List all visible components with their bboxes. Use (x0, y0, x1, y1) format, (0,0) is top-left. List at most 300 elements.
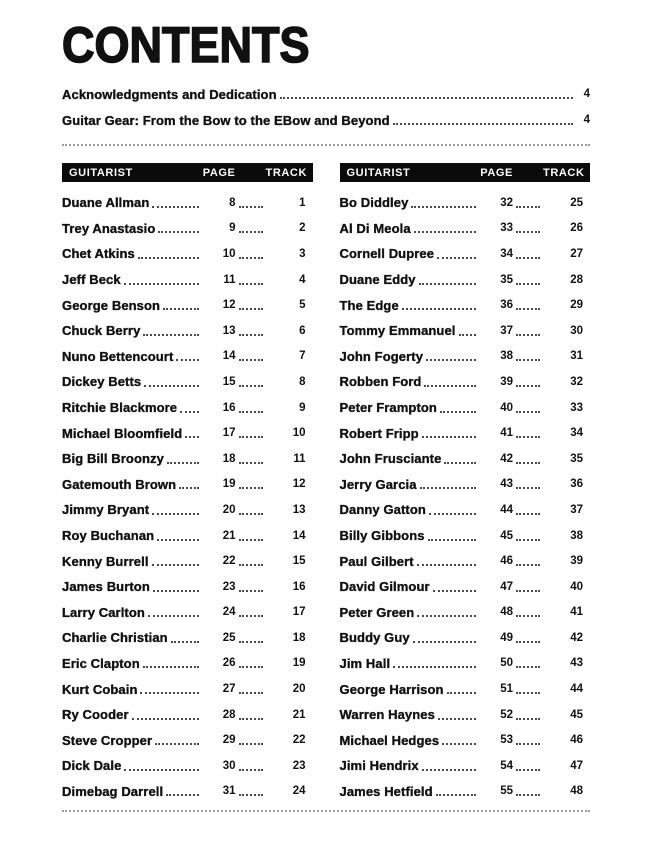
leader-dots (413, 641, 476, 643)
guitarist-name: Al Di Meola (339, 220, 411, 236)
front-matter-label: Acknowledgments and Dedication (62, 86, 277, 102)
toc-row (62, 344, 306, 370)
track-number: 17 (292, 606, 306, 619)
guitarist-name: Dickey Betts (62, 374, 142, 390)
page-number: 36 (500, 299, 513, 312)
guitarist-name: John Fogerty (339, 348, 424, 364)
track-number: 32 (570, 375, 583, 388)
leader-dots (411, 206, 476, 208)
header-page: PAGE (202, 166, 236, 179)
leader-dots (239, 743, 263, 745)
leader-dots (152, 513, 198, 515)
guitarist-name: Danny Gatton (339, 502, 426, 518)
page-number: 10 (222, 247, 236, 260)
toc-row (340, 472, 584, 498)
leader-dots (459, 334, 476, 336)
leader-dots (516, 615, 540, 617)
leader-dots (516, 769, 540, 771)
toc-row (340, 267, 584, 293)
front-matter-row (62, 107, 590, 133)
track-number: 30 (570, 324, 583, 337)
page-number: 32 (500, 196, 513, 209)
front-matter-row (62, 81, 590, 107)
toc-row (340, 676, 584, 702)
guitarist-name: Chuck Berry (62, 323, 141, 339)
leader-dots (393, 123, 573, 125)
leader-dots (414, 231, 476, 233)
guitarist-name: David Gilmour (339, 579, 430, 595)
page-number: 17 (222, 427, 236, 440)
leader-dots (516, 718, 540, 720)
toc-row (62, 292, 306, 318)
leader-dots (239, 769, 263, 771)
page-number: 22 (222, 555, 236, 568)
toc-columns (62, 163, 590, 804)
toc-row (62, 190, 306, 216)
leader-dots (179, 487, 198, 489)
leader-dots (516, 359, 540, 361)
leader-dots (239, 257, 263, 259)
toc-row (62, 420, 306, 446)
toc-row (62, 318, 306, 344)
guitarist-name: The Edge (339, 297, 399, 313)
track-number: 2 (299, 222, 306, 235)
guitarist-name: Michael Hedges (339, 732, 440, 748)
toc-row (62, 369, 306, 395)
page-number: 28 (222, 708, 236, 721)
toc-row (340, 369, 584, 395)
toc-row (340, 497, 584, 523)
guitarist-name: Ritchie Blackmore (62, 400, 178, 416)
guitarist-name: Trey Anastasio (62, 220, 156, 236)
page-number: 18 (222, 452, 236, 465)
track-number: 39 (570, 555, 583, 568)
track-number: 9 (299, 401, 306, 414)
page-number: 44 (500, 503, 513, 516)
leader-dots (447, 692, 476, 694)
toc-row (62, 779, 306, 805)
leader-dots (516, 641, 540, 643)
page-number: 47 (500, 580, 513, 593)
track-number: 37 (570, 503, 583, 516)
track-number: 35 (570, 452, 583, 465)
page-number: 16 (222, 401, 236, 414)
column-header-bar (340, 163, 591, 182)
leader-dots (422, 769, 476, 771)
toc-row (62, 446, 306, 472)
toc-rows-left (62, 190, 313, 804)
toc-row (62, 600, 306, 626)
leader-dots (516, 666, 540, 668)
page-number: 29 (222, 734, 236, 747)
toc-column-right (340, 163, 591, 804)
guitarist-name: George Harrison (339, 681, 444, 697)
guitarist-name: James Hetfield (339, 783, 433, 799)
toc-row (62, 241, 306, 267)
leader-dots (239, 385, 263, 387)
leader-dots (516, 487, 540, 489)
track-number: 8 (299, 375, 306, 388)
page-number: 48 (500, 606, 513, 619)
toc-row (62, 574, 306, 600)
guitarist-name: Michael Bloomfield (62, 425, 183, 441)
leader-dots (239, 718, 263, 720)
guitarist-name: John Frusciante (339, 451, 442, 467)
guitarist-name: Peter Green (339, 604, 415, 620)
leader-dots (440, 411, 476, 413)
guitarist-name: Steve Cropper (62, 732, 153, 748)
leader-dots (239, 564, 263, 566)
guitarist-name: Robert Fripp (339, 425, 419, 441)
leader-dots (239, 615, 263, 617)
toc-row (340, 523, 584, 549)
track-number: 46 (570, 734, 583, 747)
leader-dots (428, 539, 476, 541)
leader-dots (140, 692, 198, 694)
guitarist-name: George Benson (62, 297, 161, 313)
guitarist-name: Duane Allman (62, 195, 150, 211)
guitarist-name: Bo Diddley (339, 195, 409, 211)
leader-dots (516, 743, 540, 745)
page-number: 51 (500, 683, 513, 696)
guitarist-name: Tommy Emmanuel (339, 323, 456, 339)
page-number: 38 (500, 350, 513, 363)
leader-dots (163, 308, 198, 310)
guitarist-name: Gatemouth Brown (62, 476, 177, 492)
page-number: 40 (500, 401, 513, 414)
leader-dots (239, 308, 263, 310)
header-guitarist: GUITARIST (69, 166, 133, 179)
leader-dots (419, 283, 476, 285)
track-number: 24 (292, 785, 306, 798)
leader-dots (437, 257, 476, 259)
page-number: 19 (222, 478, 236, 491)
page-number: 12 (222, 299, 236, 312)
guitarist-name: Peter Frampton (339, 400, 437, 416)
page-number: 20 (222, 503, 236, 516)
column-header-bar (62, 163, 313, 182)
track-number: 31 (570, 350, 583, 363)
guitarist-name: Robben Ford (339, 374, 422, 390)
track-number: 41 (570, 606, 583, 619)
leader-dots (516, 539, 540, 541)
track-number: 45 (570, 708, 583, 721)
track-number: 15 (292, 555, 306, 568)
toc-row (62, 753, 306, 779)
guitarist-name: Ry Cooder (62, 707, 129, 723)
guitarist-name: Jimmy Bryant (62, 502, 150, 518)
leader-dots (239, 462, 263, 464)
leader-dots (138, 257, 199, 259)
toc-row (340, 600, 584, 626)
track-number: 10 (292, 427, 306, 440)
leader-dots (152, 206, 198, 208)
toc-row (340, 779, 584, 805)
leader-dots (417, 564, 476, 566)
toc-row (62, 395, 306, 421)
page-number: 26 (222, 657, 236, 670)
leader-dots (516, 308, 540, 310)
leader-dots (239, 231, 263, 233)
page-number: 21 (222, 529, 236, 542)
guitarist-name: Dimebag Darrell (62, 783, 164, 799)
leader-dots (239, 641, 263, 643)
track-number: 3 (299, 247, 306, 260)
guitarist-name: Chet Atkins (62, 246, 135, 262)
leader-dots (152, 564, 199, 566)
leader-dots (516, 462, 540, 464)
leader-dots (516, 283, 540, 285)
guitarist-name: Duane Eddy (339, 272, 416, 288)
leader-dots (239, 692, 263, 694)
page-number: 4 (583, 114, 590, 126)
leader-dots (426, 359, 476, 361)
header-track: TRACK (543, 166, 585, 179)
page-number: 49 (500, 631, 513, 644)
toc-row (340, 190, 584, 216)
leader-dots (444, 462, 476, 464)
leader-dots (417, 615, 476, 617)
guitarist-name: Roy Buchanan (62, 528, 155, 544)
toc-row (62, 548, 306, 574)
page-number: 34 (500, 247, 513, 260)
track-number: 36 (570, 478, 583, 491)
leader-dots (516, 513, 540, 515)
guitarist-name: Eric Clapton (62, 655, 140, 671)
toc-row (62, 523, 306, 549)
guitarist-name: Jeff Beck (62, 272, 121, 288)
page-number: 8 (229, 196, 236, 209)
leader-dots (239, 590, 263, 592)
page-number: 54 (500, 759, 513, 772)
leader-dots (516, 692, 540, 694)
track-number: 47 (570, 759, 583, 772)
page-number: 24 (222, 606, 236, 619)
toc-row (340, 216, 584, 242)
guitarist-name: Billy Gibbons (339, 528, 425, 544)
leader-dots (153, 590, 199, 592)
page-number: 27 (222, 683, 236, 696)
guitarist-name: Cornell Dupree (339, 246, 435, 262)
leader-dots (185, 436, 198, 438)
toc-rows-right (340, 190, 591, 804)
track-number: 22 (292, 734, 306, 747)
toc-row (340, 625, 584, 651)
leader-dots (176, 359, 198, 361)
leader-dots (143, 334, 198, 336)
toc-column-left (62, 163, 313, 804)
leader-dots (422, 436, 476, 438)
page-number: 46 (500, 555, 513, 568)
toc-row (340, 292, 584, 318)
page-number: 43 (500, 478, 513, 491)
track-number: 21 (292, 708, 306, 721)
page-number: 55 (500, 785, 513, 798)
leader-dots (516, 206, 540, 208)
leader-dots (239, 411, 263, 413)
track-number: 7 (299, 350, 306, 363)
leader-dots (239, 487, 263, 489)
leader-dots (143, 666, 199, 668)
page-number: 35 (500, 273, 513, 286)
page-number: 53 (500, 734, 513, 747)
leader-dots (516, 436, 540, 438)
toc-row (62, 472, 306, 498)
page-number: 14 (222, 350, 236, 363)
page-number: 42 (500, 452, 513, 465)
track-number: 40 (570, 580, 583, 593)
page-number: 25 (222, 631, 236, 644)
toc-row (62, 676, 306, 702)
front-matter-section (62, 81, 590, 133)
leader-dots (144, 385, 198, 387)
page-title: CONTENTS (62, 17, 310, 73)
toc-row (340, 753, 584, 779)
toc-row (340, 395, 584, 421)
leader-dots (516, 231, 540, 233)
leader-dots (516, 385, 540, 387)
leader-dots (239, 539, 263, 541)
track-number: 19 (292, 657, 306, 670)
toc-row (340, 420, 584, 446)
page-number: 50 (500, 657, 513, 670)
page-number: 15 (222, 375, 236, 388)
leader-dots (424, 385, 476, 387)
leader-dots (420, 487, 476, 489)
page-number: 33 (500, 222, 513, 235)
leader-dots (516, 590, 540, 592)
leader-dots (167, 462, 199, 464)
leader-dots (158, 231, 198, 233)
guitarist-name: Big Bill Broonzy (62, 451, 164, 467)
leader-dots (132, 718, 199, 720)
leader-dots (239, 359, 263, 361)
leader-dots (433, 590, 476, 592)
track-number: 4 (299, 273, 306, 286)
leader-dots (155, 743, 198, 745)
guitarist-name: Nuno Bettencourt (62, 348, 174, 364)
leader-dots (393, 666, 476, 668)
leader-dots (239, 513, 263, 515)
leader-dots (239, 206, 263, 208)
page-number: 45 (500, 529, 513, 542)
front-matter-label: Guitar Gear: From the Bow to the EBow and Beyond (62, 112, 390, 128)
leader-dots (239, 334, 263, 336)
guitarist-name: Jimi Hendrix (339, 758, 419, 774)
track-number: 44 (570, 683, 583, 696)
track-number: 11 (293, 452, 306, 465)
page-number: 37 (500, 324, 513, 337)
track-number: 38 (570, 529, 583, 542)
guitarist-name: Larry Carlton (62, 604, 145, 620)
toc-row (340, 702, 584, 728)
guitarist-name: Kurt Cobain (62, 681, 138, 697)
toc-row (62, 727, 306, 753)
leader-dots (157, 539, 198, 541)
leader-dots (148, 615, 199, 617)
track-number: 18 (292, 631, 306, 644)
toc-row (340, 344, 584, 370)
leader-dots (124, 769, 198, 771)
track-number: 25 (570, 196, 583, 209)
leader-dots (124, 283, 199, 285)
track-number: 5 (299, 299, 306, 312)
track-number: 16 (292, 580, 306, 593)
guitarist-name: Buddy Guy (339, 630, 410, 646)
guitarist-name: Jerry Garcia (339, 476, 417, 492)
leader-dots (171, 641, 199, 643)
leader-dots (280, 97, 573, 99)
track-number: 29 (570, 299, 583, 312)
leader-dots (516, 334, 540, 336)
leader-dots (239, 794, 263, 796)
guitarist-name: Kenny Burrell (62, 553, 149, 569)
toc-row (340, 548, 584, 574)
leader-dots (442, 743, 476, 745)
leader-dots (516, 564, 540, 566)
track-number: 33 (570, 401, 583, 414)
leader-dots (516, 257, 540, 259)
page-number: 4 (583, 88, 590, 100)
leader-dots (402, 308, 476, 310)
leader-dots (166, 794, 198, 796)
toc-row (62, 625, 306, 651)
page-number: 30 (222, 759, 236, 772)
track-number: 13 (292, 503, 306, 516)
leader-dots (429, 513, 476, 515)
track-number: 42 (570, 631, 583, 644)
track-number: 27 (570, 247, 583, 260)
toc-row (340, 727, 584, 753)
toc-row (62, 497, 306, 523)
guitarist-name: Paul Gilbert (339, 553, 414, 569)
track-number: 28 (570, 273, 583, 286)
divider-bottom (62, 810, 590, 812)
toc-row (340, 574, 584, 600)
leader-dots (436, 794, 476, 796)
track-number: 48 (570, 785, 583, 798)
track-number: 1 (299, 196, 306, 209)
leader-dots (180, 411, 198, 413)
track-number: 6 (299, 324, 306, 337)
guitarist-name: Jim Hall (339, 655, 391, 671)
track-number: 34 (570, 427, 583, 440)
header-track: TRACK (265, 166, 307, 179)
leader-dots (438, 718, 476, 720)
toc-row (340, 241, 584, 267)
page-number: 23 (222, 580, 236, 593)
guitarist-name: Charlie Christian (62, 630, 168, 646)
toc-row (62, 702, 306, 728)
toc-row (62, 267, 306, 293)
guitarist-name: Warren Haynes (339, 707, 435, 723)
page-number: 39 (500, 375, 513, 388)
page-number: 41 (500, 427, 513, 440)
toc-row (340, 446, 584, 472)
toc-row (62, 216, 306, 242)
page-number: 52 (500, 708, 513, 721)
page-number: 31 (222, 785, 236, 798)
toc-row (340, 318, 584, 344)
page-number: 9 (229, 222, 236, 235)
leader-dots (516, 794, 540, 796)
page-number: 13 (222, 324, 236, 337)
header-page: PAGE (480, 166, 513, 179)
page-number: 11 (223, 273, 236, 286)
track-number: 26 (570, 222, 583, 235)
guitarist-name: James Burton (62, 579, 150, 595)
divider-top (62, 144, 590, 146)
